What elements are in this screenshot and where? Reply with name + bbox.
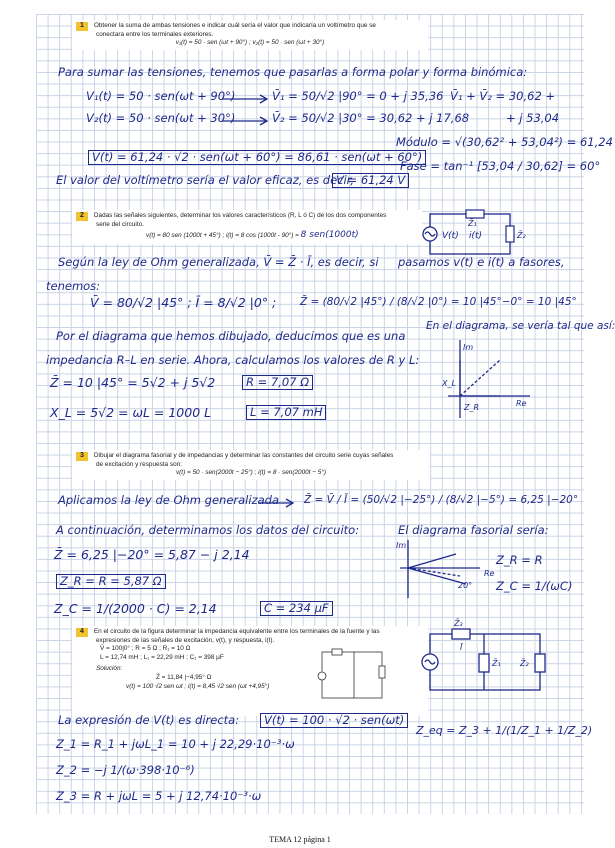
svg-text:Z̄₃: Z̄₃ [454,619,463,628]
p2-ohm-law: Según la ley de Ohm generalizada, V̄ = Z̄ · Ī, es decir, si [58,255,379,269]
p1-v2-phasor: V̄₂ = 50/√2 |30° = 30,62 + j 17,68 [272,111,470,125]
p3-phasor-diagram [396,540,496,600]
svg-text:Im: Im [463,343,474,352]
problem-number: 2 [76,212,88,221]
p2-v-i-phasors: V̄ = 80/√2 |45° ; Ī = 8/√2 |0° ; [90,295,277,310]
problem-1-statement [72,20,428,50]
p4-z1: Z_1 = R_1 + jωL_1 = 10 + j 22,29·10⁻³·ω [56,737,295,751]
svg-text:Z_R: Z_R [464,403,480,412]
p1-sum: V̄₁ + V̄₂ = 30,62 + [450,89,556,103]
problem-text: serie del circuito. [96,220,144,228]
problem-text: Dadas las señales siguientes, determinar los valores característicos (R, L ó C) de los dos componentes [93,212,387,219]
p2-xl: X_L = 5√2 = ωL = 1000 L [50,405,212,420]
p4-v-direct: La expresión de V(t) es directa: [58,713,240,727]
p2-diagram-deduction: Por el diagrama que hemos dibujado, deducimos que es una [56,329,406,343]
p4-z2: Z_2 = −j 1/(ω·398·10⁻⁶) [56,763,195,777]
p3-z-binomial: Z̄ = 6,25 |−20° = 5,87 − j 2,14 [54,547,250,562]
p3-impedance: Z̄ = V̄ / Ī = (50/√2 |−25°) / (8/√2 |−5°) = 6,25 |−20° [304,494,579,506]
p1-voltmeter: El valor del voltímetro sería el valor eficaz, es decir, [56,173,355,187]
problem-text: Obtener la suma de ambas tensiones e indicar cuál sería el valor que indicaría un voltímetro que se [93,22,376,29]
svg-text:Re: Re [516,399,527,408]
p1-voltmeter-result: V = 61,24 V [332,173,409,188]
problem-number: 3 [76,452,88,461]
p2-impedance: Z̄ = (80/√2 |45°) / (8/√2 |0°) = 10 |45°−0° = 10 |45° [300,296,577,308]
p3-zc: Z_C = 1/(2000 · C) = 2,14 [54,601,217,616]
p2-r-result: R = 7,07 Ω [242,375,313,390]
p2-diagram-note: En el diagrama, se vería tal que así: [426,320,615,332]
notebook-page [36,14,615,814]
problem-number: 4 [76,628,88,637]
p2-rl-series: impedancia R–L en serie. Ahora, calculamos los valores de R y L: [46,353,420,367]
problem-text: En el circuito de la figura determinar la impedancia equivalente entre los terminales de la fuente y las [93,628,380,635]
problem-text: conectara entre los terminales exteriores. [96,30,214,38]
p3-zc-formula: Z_C = 1/(ωC) [496,579,573,593]
problem-formula: v₁(t) = 50 · sen (ωt + 90°) ; v₂(t) = 50 · sen (ωt + 30°) [175,39,325,47]
p1-v2-time: V₂(t) = 50 · sen(ωt + 30°) [86,111,236,125]
solution-line: v(t) = 100 √2 sen ωt ; i(t) = 8,45 √2 sen (ωt +4,95°) [126,682,270,690]
p4-printed-circuit [318,646,388,706]
p1-result-boxed: V(t) = 61,24 · √2 · sen(ωt + 60°) = 86,61 · sen(ωt + 60°) [88,150,426,165]
problem-text: Dibujar el diagrama fasorial y de impedancias y determinar las constantes del circuito serie cuyas señales [93,452,394,459]
problem-data: V̄ = 100|0° ; R = 5 Ω ; R₁ = 10 Ω [100,645,191,653]
p3-zr-formula: Z_R = R [496,553,543,567]
problem-formula: v(t) = 50 · sen(2000t − 25°) ; i(t) = 8 · sen(2000t − 5°) [175,469,327,477]
problem-2-statement [72,210,422,244]
p4-v-result: V(t) = 100 · √2 · sen(ωt) [260,713,408,728]
p2-phasor-diagram [438,340,538,420]
arrow-icon [258,498,298,508]
p3-next: A continuación, determinamos los datos del circuito: [56,523,360,537]
problem-number: 1 [76,22,88,31]
p3-c-result: C = 234 μF [260,601,333,616]
p4-z3: Z_3 = R + jωL = 5 + j 12,74·10⁻³·ω [56,789,262,803]
solution-line: Z̄ = 11,84 |−4,95° Ω [156,673,212,681]
svg-text:V(t): V(t) [442,231,459,241]
svg-text:Im: Im [396,541,407,550]
svg-text:X_L: X_L [442,379,456,388]
p1-modulus: Módulo = √(30,62² + 53,04²) = 61,24 [396,135,613,149]
svg-text:Z̄₁: Z̄₁ [492,659,501,668]
svg-text:Z̄₂: Z̄₂ [517,231,526,240]
problem-text: expresiones de las señales de excitación, v(t), y respuesta, i(t). [96,636,275,644]
solution-label: Solución: [96,665,123,673]
p2-tenemos: tenemos: [46,279,101,293]
svg-text:Z̄₂: Z̄₂ [520,659,529,668]
svg-text:Ī: Ī [460,643,463,652]
p1-v1-time: V₁(t) = 50 · sen(ωt + 90°) [86,89,236,103]
p4-circuit-diagram [416,618,546,698]
page-footer: TEMA 12 página 1 [269,835,331,844]
svg-text:Re: Re [484,569,495,578]
problem-text: de excitación y respuesta son: [96,460,182,468]
svg-text:20°: 20° [458,581,473,590]
problem-formula: v(t) = 80 sen (1000t + 45°) ; i(t) = 8 cos (1000t - 90°) = [146,232,299,240]
p3-ohm-law: Aplicamos la ley de Ohm generalizada [58,493,280,507]
svg-text:i(t): i(t) [469,231,483,241]
p3-r-result: Z_R = R = 5,87 Ω [56,574,166,589]
p1-phase: Fase = tan⁻¹ [53,04 / 30,62] = 60° [400,159,601,173]
arrow-icon [222,94,272,104]
svg-text:Z̄₁: Z̄₁ [468,219,477,228]
p4-zeq: Z_eq = Z_3 + 1/(1/Z_1 + 1/Z_2) [416,724,593,737]
p2-l-result: L = 7,07 mH [246,405,326,420]
p1-intro: Para sumar las tensiones, tenemos que pasarlas a forma polar y forma binómica: [58,65,528,79]
p1-v1-phasor: V̄₁ = 50/√2 |90° = 0 + j 35,36 [272,89,444,103]
p2-z-binomial: Z̄ = 10 |45° = 5√2 + j 5√2 [50,375,216,390]
problem-3-statement [72,450,430,480]
p3-diagram-note: El diagrama fasorial sería: [398,523,549,537]
p2-phasors: pasamos v(t) e i(t) a fasores, [398,255,565,269]
arrow-icon [222,116,272,126]
p2-cos-conversion: 8 sen(1000t) [300,230,359,241]
problem-data: L = 12,74 mH ; L₁ = 22,29 mH ; C₁ = 398 μF [100,653,224,661]
p1-sum-imag: + j 53,04 [506,111,560,125]
